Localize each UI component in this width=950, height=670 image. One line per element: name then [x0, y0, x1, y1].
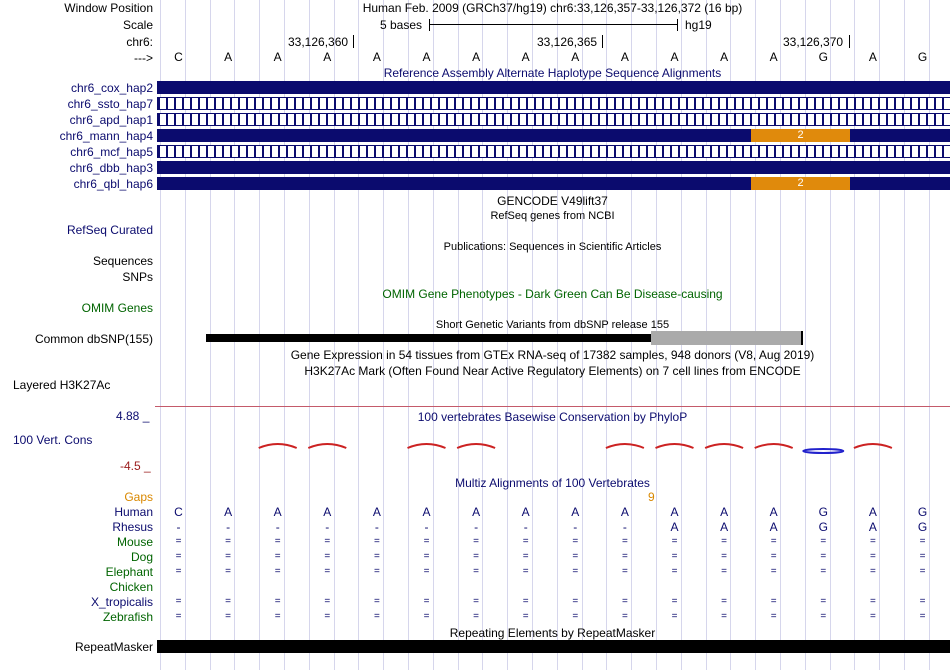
- alignment-base: -: [176, 520, 181, 534]
- reference-base: A: [769, 50, 778, 64]
- omim-label[interactable]: OMIM Genes: [81, 301, 153, 315]
- refseq-label[interactable]: RefSeq Curated: [66, 223, 153, 237]
- hap-bar-ssto[interactable]: [157, 97, 950, 110]
- alignment-base: =: [225, 566, 232, 577]
- alignment-base: =: [869, 611, 876, 622]
- reference-base: A: [422, 50, 431, 64]
- gtex-desc: Gene Expression in 54 tissues from GTEx RNA-seq of 17382 samples, 948 donors (V8, Aug 2019): [290, 348, 815, 362]
- alignment-base: =: [373, 536, 380, 547]
- hap-label[interactable]: chr6_dbb_hap3: [69, 161, 153, 175]
- alignment-base: =: [373, 611, 380, 622]
- reference-base: G: [818, 50, 828, 64]
- alignment-base: =: [919, 536, 926, 547]
- alignment-base: =: [869, 551, 876, 562]
- snps-label[interactable]: SNPs: [122, 270, 153, 284]
- hap-label[interactable]: chr6_apd_hap1: [69, 113, 153, 127]
- alignment-base: =: [621, 551, 628, 562]
- species-label[interactable]: Chicken: [109, 580, 153, 594]
- alignment-base: =: [572, 611, 579, 622]
- reference-base: A: [472, 50, 481, 64]
- alignment-base: -: [424, 520, 429, 534]
- alignment-base: =: [473, 611, 480, 622]
- alignment-base: =: [621, 611, 628, 622]
- alignment-base: =: [820, 611, 827, 622]
- repeat-label[interactable]: RepeatMasker: [74, 640, 153, 654]
- alignment-base: -: [226, 520, 231, 534]
- tick-mark-2: [602, 35, 603, 48]
- alignment-base: =: [869, 566, 876, 577]
- alignment-base: =: [225, 611, 232, 622]
- alignment-base: =: [820, 596, 827, 607]
- alignment-base: =: [522, 536, 529, 547]
- phylop-max: 4.88 _: [116, 409, 150, 423]
- dbsnp-desc: Short Genetic Variants from dbSNP release 155: [435, 319, 670, 331]
- alignment-base: =: [324, 596, 331, 607]
- reference-base: A: [372, 50, 381, 64]
- refseq-desc: RefSeq genes from NCBI: [490, 210, 615, 222]
- alignment-base: =: [373, 566, 380, 577]
- alignment-base: -: [325, 520, 330, 534]
- publications-desc: Publications: Sequences in Scientific Articles: [443, 241, 662, 253]
- alignment-base: A: [769, 505, 778, 519]
- alignment-base: =: [919, 551, 926, 562]
- alignment-base: =: [373, 596, 380, 607]
- chrom-label: chr6:: [126, 35, 153, 49]
- alignment-base: -: [523, 520, 528, 534]
- alignment-base: =: [721, 596, 728, 607]
- hap-bar-cox[interactable]: [157, 81, 950, 94]
- alignment-base: =: [770, 551, 777, 562]
- alignment-base: =: [423, 536, 430, 547]
- sequences-label[interactable]: Sequences: [92, 254, 153, 268]
- reference-base: A: [323, 50, 332, 64]
- alignment-base: =: [175, 596, 182, 607]
- alignment-base: =: [274, 551, 281, 562]
- reference-base: A: [571, 50, 580, 64]
- scale-value: 5 bases: [380, 18, 423, 32]
- hap-insert-qbl[interactable]: 2: [751, 177, 850, 190]
- h3k27ac-desc: H3K27Ac Mark (Often Found Near Active Regulatory Elements) on 7 cell lines from ENCODE: [304, 364, 801, 378]
- alignment-base: G: [818, 520, 828, 534]
- alignment-base: =: [820, 551, 827, 562]
- species-label[interactable]: Elephant: [105, 565, 153, 579]
- reference-base: A: [720, 50, 729, 64]
- alignment-base: =: [423, 596, 430, 607]
- alignment-base: -: [622, 520, 627, 534]
- species-label[interactable]: Zebrafish: [102, 610, 153, 624]
- alignment-base: =: [572, 536, 579, 547]
- alignment-base: =: [671, 611, 678, 622]
- tick-mark-1: [353, 35, 354, 48]
- phylop-desc: 100 vertebrates Basewise Conservation by PhyloP: [417, 410, 688, 424]
- alignment-base: =: [770, 596, 777, 607]
- alignment-base: =: [473, 536, 480, 547]
- alignment-base: A: [422, 505, 431, 519]
- alignment-base: A: [571, 505, 580, 519]
- tick-label-2: 33,126,365: [537, 35, 598, 49]
- reference-base: G: [917, 50, 928, 64]
- alignment-base: A: [372, 505, 381, 519]
- alignment-base: A: [868, 505, 877, 519]
- reference-base: C: [174, 50, 183, 64]
- reference-base: A: [224, 50, 233, 64]
- phylop-min: -4.5 _: [120, 459, 151, 473]
- hap-label[interactable]: chr6_mann_hap4: [59, 129, 153, 143]
- alignment-base: =: [621, 596, 628, 607]
- alignment-base: =: [721, 536, 728, 547]
- alignment-base: =: [621, 566, 628, 577]
- alignment-base: =: [473, 596, 480, 607]
- alignment-base: =: [919, 611, 926, 622]
- alignment-base: =: [225, 596, 232, 607]
- alignment-base: =: [274, 611, 281, 622]
- alignment-base: =: [572, 596, 579, 607]
- dbsnp-feature-gray[interactable]: [651, 331, 803, 345]
- alignment-base: =: [869, 596, 876, 607]
- hap-label[interactable]: chr6_cox_hap2: [70, 81, 153, 95]
- alignment-base: =: [423, 551, 430, 562]
- alignment-base: =: [820, 566, 827, 577]
- hap-insert-mann[interactable]: 2: [751, 129, 850, 142]
- species-label[interactable]: Human: [114, 505, 153, 519]
- alignment-base: -: [374, 520, 379, 534]
- alignment-base: G: [917, 520, 928, 534]
- hap-bar-mcf[interactable]: [157, 145, 950, 158]
- h3k27ac-baseline: [155, 406, 950, 407]
- alignment-base: =: [324, 611, 331, 622]
- alignment-base: A: [670, 505, 679, 519]
- reference-base: A: [670, 50, 679, 64]
- alignment-base: =: [373, 551, 380, 562]
- alignment-base: =: [869, 536, 876, 547]
- strand-arrow: --->: [134, 51, 153, 65]
- tick-mark-3: [849, 35, 850, 48]
- reference-base: A: [273, 50, 282, 64]
- alignment-base: =: [175, 611, 182, 622]
- alignment-base: A: [769, 520, 778, 534]
- window-position-value: Human Feb. 2009 (GRCh37/hg19) chr6:33,126,357-33,126,372 (16 bp): [362, 1, 743, 15]
- hap-label[interactable]: chr6_qbl_hap6: [73, 177, 153, 191]
- alignment-base: =: [225, 536, 232, 547]
- alignment-base: =: [274, 566, 281, 577]
- hap-track-title[interactable]: Reference Assembly Alternate Haplotype Sequence Alignments: [383, 66, 722, 80]
- alignment-base: A: [620, 505, 629, 519]
- alignment-base: =: [423, 566, 430, 577]
- alignment-base: =: [522, 551, 529, 562]
- hap-bar-dbb[interactable]: [157, 161, 950, 174]
- alignment-base: =: [721, 611, 728, 622]
- alignment-base: A: [323, 505, 332, 519]
- alignment-base: =: [423, 611, 430, 622]
- alignment-base: =: [721, 551, 728, 562]
- alignment-base: =: [671, 566, 678, 577]
- alignment-base: A: [521, 505, 530, 519]
- alignment-base: =: [671, 536, 678, 547]
- alignment-base: A: [720, 520, 729, 534]
- gaps-value: 9: [648, 490, 655, 504]
- multiz-desc: Multiz Alignments of 100 Vertebrates: [455, 476, 650, 490]
- reference-base: A: [868, 50, 877, 64]
- alignment-base: =: [770, 566, 777, 577]
- alignment-base: =: [175, 566, 182, 577]
- alignment-base: A: [472, 505, 481, 519]
- alignment-base: A: [868, 520, 877, 534]
- alignment-base: G: [818, 505, 828, 519]
- alignment-base: =: [324, 551, 331, 562]
- alignment-base: =: [770, 611, 777, 622]
- gencode-title[interactable]: GENCODE V49lift37: [497, 194, 608, 208]
- h3k27ac-label[interactable]: Layered H3K27Ac: [13, 378, 111, 392]
- repeat-desc: Repeating Elements by RepeatMasker: [449, 626, 656, 640]
- alignment-base: =: [324, 566, 331, 577]
- hap-label[interactable]: chr6_ssto_hap7: [67, 97, 153, 111]
- tick-label-3: 33,126,370: [783, 35, 844, 49]
- alignment-base: =: [175, 551, 182, 562]
- alignment-base: =: [572, 551, 579, 562]
- window-position-label: Window Position: [64, 1, 153, 15]
- alignment-base: =: [572, 566, 579, 577]
- alignment-base: =: [473, 551, 480, 562]
- reference-base: A: [521, 50, 530, 64]
- alignment-base: A: [720, 505, 729, 519]
- omim-desc: OMIM Gene Phenotypes - Dark Green Can Be Disease-causing: [382, 287, 723, 301]
- scale-assembly: hg19: [685, 18, 712, 32]
- alignment-base: =: [919, 596, 926, 607]
- hap-label[interactable]: chr6_mcf_hap5: [70, 145, 153, 159]
- tick-label-1: 33,126,360: [288, 35, 349, 49]
- alignment-base: =: [175, 536, 182, 547]
- alignment-base: =: [522, 611, 529, 622]
- scale-bar: [429, 24, 677, 25]
- alignment-base: =: [621, 536, 628, 547]
- gaps-label[interactable]: Gaps: [124, 490, 153, 504]
- alignment-base: =: [721, 566, 728, 577]
- alignment-base: =: [919, 566, 926, 577]
- repeat-feature[interactable]: [157, 640, 950, 653]
- alignment-base: =: [225, 551, 232, 562]
- alignment-base: G: [917, 505, 928, 519]
- alignment-base: =: [274, 596, 281, 607]
- species-label[interactable]: Mouse: [116, 535, 153, 549]
- alignment-base: =: [770, 536, 777, 547]
- alignment-base: =: [522, 596, 529, 607]
- alignment-base: C: [174, 505, 183, 519]
- alignment-base: =: [671, 596, 678, 607]
- dbsnp-label[interactable]: Common dbSNP(155): [34, 332, 153, 346]
- alignment-base: A: [224, 505, 233, 519]
- scale-bar-right-tick: [677, 19, 678, 31]
- alignment-base: =: [671, 551, 678, 562]
- alignment-base: =: [820, 536, 827, 547]
- alignment-base: -: [474, 520, 479, 534]
- alignment-base: -: [275, 520, 280, 534]
- alignment-base: =: [473, 566, 480, 577]
- species-label[interactable]: Rhesus: [112, 520, 153, 534]
- species-label[interactable]: X_tropicalis: [90, 595, 153, 609]
- scale-bar-left-tick: [429, 19, 430, 31]
- species-label[interactable]: Dog: [130, 550, 153, 564]
- hap-bar-apd[interactable]: [157, 113, 950, 126]
- alignment-base: =: [274, 536, 281, 547]
- alignment-base: =: [522, 566, 529, 577]
- alignment-base: =: [324, 536, 331, 547]
- alignment-base: A: [670, 520, 679, 534]
- reference-base: A: [620, 50, 629, 64]
- phylop-label[interactable]: 100 Vert. Cons: [13, 433, 93, 447]
- alignment-base: A: [273, 505, 282, 519]
- alignment-base: -: [573, 520, 578, 534]
- scale-label: Scale: [122, 18, 153, 32]
